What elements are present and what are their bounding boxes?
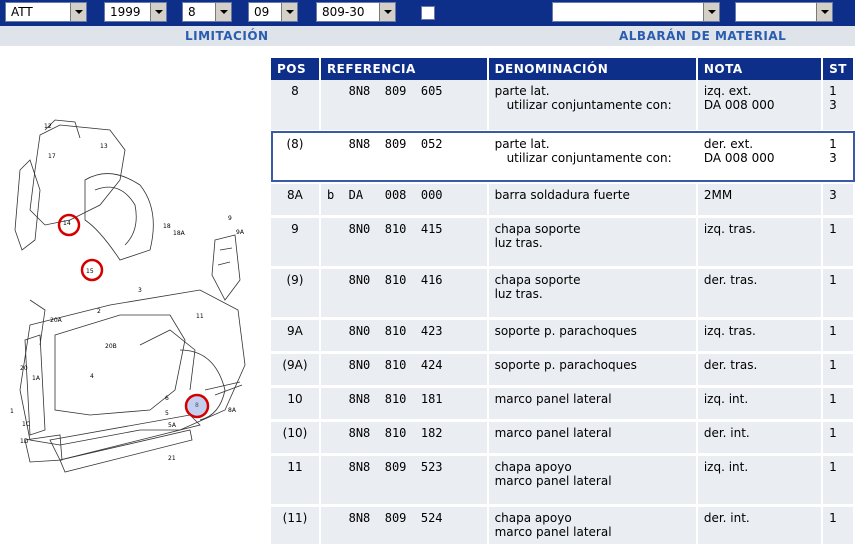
diagram-label: 5A (168, 422, 176, 429)
denomination-line: parte lat. (494, 84, 550, 98)
table-row[interactable] (271, 80, 854, 131)
diagram-label: 1D (20, 438, 29, 445)
chevron-down-icon[interactable] (379, 3, 395, 21)
chevron-down-icon[interactable] (703, 3, 719, 21)
nota-cell (697, 420, 822, 454)
parts-table (271, 58, 855, 547)
denomination-cell (488, 80, 697, 131)
pos-cell: 8A (271, 182, 320, 216)
st-cell (822, 131, 854, 182)
diagram-label: 18A (173, 230, 185, 237)
reference-cell: 8N0 810 416 (320, 267, 488, 318)
denomination-cell (488, 420, 697, 454)
group-select[interactable] (182, 2, 232, 22)
diagram-label: 9A (236, 229, 244, 236)
highlight-marker-icon[interactable] (186, 395, 208, 417)
denomination-line: marco panel lateral (494, 391, 612, 406)
pos-cell: (11) (271, 505, 320, 545)
diagram-label: 6 (165, 395, 169, 402)
chevron-down-icon[interactable] (150, 3, 166, 21)
reference-cell: 8N0 810 415 (320, 216, 488, 267)
st-cell (822, 318, 854, 352)
nota-line: izq. ext. (703, 84, 752, 98)
st-line: 1 (829, 510, 837, 525)
table-row[interactable] (271, 131, 854, 182)
pos-cell: 9A (271, 318, 320, 352)
col-header-denominacion: DENOMINACIÓN (488, 58, 697, 80)
filter-select-1[interactable] (552, 2, 720, 22)
table-row[interactable] (271, 182, 854, 216)
st-cell (822, 454, 854, 505)
col-header-referencia: REFERENCIA (320, 58, 488, 80)
parts-diagram (0, 110, 262, 500)
tab-limitacion[interactable]: LIMITACIÓN (185, 29, 269, 43)
section-tabs (0, 26, 855, 46)
chevron-down-icon[interactable] (70, 3, 86, 21)
reference-cell: 8N8 810 181 (320, 386, 488, 420)
diagram-label: 3 (138, 287, 142, 294)
diagram-label: 17 (48, 153, 56, 160)
nota-line: der. int. (703, 425, 750, 440)
denomination-cell (488, 454, 697, 505)
nota-cell (697, 505, 822, 545)
st-cell (822, 420, 854, 454)
table-row[interactable] (271, 318, 854, 352)
year-value: 1999 (110, 5, 141, 19)
col-header-nota: NOTA (697, 58, 822, 80)
table-row[interactable] (271, 267, 854, 318)
st-line: 1 (829, 136, 837, 151)
filter-checkbox[interactable] (421, 6, 435, 20)
model-value: ATT (11, 5, 33, 19)
nota-cell (697, 216, 822, 267)
col-header-st: ST (822, 58, 854, 80)
nota-cell (697, 80, 822, 131)
denomination-cell (488, 505, 697, 545)
denomination-line: barra soldadura fuerte (494, 187, 630, 202)
toolbar (0, 0, 855, 26)
diagram-label: 20A (50, 317, 62, 324)
diagram-label: 2 (97, 308, 101, 315)
nota-line: izq. tras. (703, 221, 756, 236)
table-row[interactable] (271, 216, 854, 267)
filter-select-2[interactable] (735, 2, 833, 22)
reference-cell: 8N8 809 523 (320, 454, 488, 505)
year-select[interactable] (104, 2, 167, 22)
st-cell (822, 352, 854, 386)
diagram-label: 5 (165, 410, 169, 417)
denomination-line: utilizar conjuntamente con: (506, 98, 672, 112)
table-row[interactable] (271, 454, 854, 505)
reference-cell: 8N8 809 605 (320, 80, 488, 131)
st-line: 1 (829, 272, 837, 287)
diagram-label: 1C (22, 421, 31, 428)
col-header-pos: POS (271, 58, 320, 80)
table-row[interactable] (271, 420, 854, 454)
pos-cell: 9 (271, 216, 320, 267)
denomination-line: chapa soporte (494, 272, 581, 287)
denomination-cell (488, 131, 697, 182)
denomination-line: parte lat. (494, 136, 550, 151)
st-cell (822, 80, 854, 131)
diagram-label: 1 (10, 408, 14, 415)
nota-line: der. tras. (703, 272, 758, 287)
st-line: 3 (829, 150, 837, 165)
group-value: 8 (188, 5, 196, 19)
st-line: 1 (829, 84, 837, 98)
denomination-line: luz tras. (494, 235, 543, 250)
chevron-down-icon[interactable] (215, 3, 231, 21)
nota-line: izq. int. (703, 459, 749, 474)
table-row[interactable] (271, 386, 854, 420)
st-line: 1 (829, 391, 837, 406)
reference-cell: 8N0 810 424 (320, 352, 488, 386)
st-line: 1 (829, 323, 837, 338)
st-line: 1 (829, 459, 837, 474)
st-cell (822, 216, 854, 267)
st-cell (822, 182, 854, 216)
diagram-label: 15 (86, 268, 94, 275)
denomination-line: chapa soporte (494, 221, 581, 236)
reference-cell: b DA 008 000 (320, 182, 488, 216)
st-line: 1 (829, 221, 837, 236)
pos-cell: (8) (271, 131, 320, 182)
pos-cell: (10) (271, 420, 320, 454)
denomination-cell (488, 386, 697, 420)
reference-cell: 8N8 809 524 (320, 505, 488, 545)
chevron-down-icon[interactable] (281, 3, 297, 21)
model-select[interactable] (5, 2, 87, 22)
st-line: 1 (829, 357, 837, 372)
diagram-label: 13 (100, 143, 108, 150)
reference-cell: 8N8 809 052 (320, 131, 488, 182)
denomination-line: soporte p. parachoques (494, 357, 637, 372)
nota-cell (697, 267, 822, 318)
denomination-line: utilizar conjuntamente con: (506, 150, 672, 165)
denomination-cell (488, 352, 697, 386)
diagram-label: 12 (44, 123, 52, 130)
subgroup-value: 09 (254, 5, 270, 19)
st-cell (822, 386, 854, 420)
reference-cell: 8N8 810 182 (320, 420, 488, 454)
denomination-line: marco panel lateral (494, 524, 612, 539)
st-line: 1 (829, 425, 837, 440)
denomination-line: chapa apoyo (494, 510, 572, 525)
pos-cell: (9) (271, 267, 320, 318)
diagram-label: 1A (32, 375, 40, 382)
nota-line: DA 008 000 (703, 98, 775, 112)
diagram-label: 20 (20, 365, 28, 372)
st-cell (822, 267, 854, 318)
denomination-line: chapa apoyo (494, 459, 572, 474)
table-row[interactable] (271, 505, 854, 545)
table-header-row (271, 58, 854, 80)
nota-cell (697, 386, 822, 420)
nota-line: der. ext. (703, 136, 754, 151)
illustration-select[interactable] (316, 2, 396, 22)
st-line: 3 (829, 187, 837, 202)
nota-line: DA 008 000 (703, 150, 775, 165)
diagram-label: 11 (196, 313, 204, 320)
denomination-cell (488, 216, 697, 267)
diagram-label: 18 (163, 223, 171, 230)
denomination-cell (488, 318, 697, 352)
reference-cell: 8N0 810 423 (320, 318, 488, 352)
tab-albaran[interactable]: ALBARÁN DE MATERIAL (619, 29, 787, 43)
nota-line: der. tras. (703, 357, 758, 372)
diagram-label: 21 (168, 455, 176, 462)
denomination-line: marco panel lateral (494, 425, 612, 440)
nota-cell (697, 182, 822, 216)
nota-cell (697, 352, 822, 386)
nota-cell (697, 318, 822, 352)
illustration-value: 809-30 (322, 5, 365, 19)
denomination-line: marco panel lateral (494, 473, 612, 488)
nota-line: 2MM (703, 187, 733, 202)
st-line: 3 (829, 98, 837, 112)
nota-line: izq. int. (703, 391, 749, 406)
pos-cell: 10 (271, 386, 320, 420)
diagram-label: 20B (105, 343, 117, 350)
diagram-label: 8A (228, 407, 236, 414)
subgroup-select[interactable] (248, 2, 298, 22)
nota-line: izq. tras. (703, 323, 756, 338)
diagram-label: 4 (90, 373, 94, 380)
chevron-down-icon[interactable] (816, 3, 832, 21)
nota-cell (697, 131, 822, 182)
diagram-label: 9 (228, 215, 232, 222)
denomination-cell (488, 182, 697, 216)
pos-cell: 8 (271, 80, 320, 131)
table-row[interactable] (271, 352, 854, 386)
nota-line: der. int. (703, 510, 750, 525)
pos-cell: 11 (271, 454, 320, 505)
nota-cell (697, 454, 822, 505)
diagram-label: 14 (63, 220, 71, 227)
st-cell (822, 505, 854, 545)
pos-cell: (9A) (271, 352, 320, 386)
denomination-line: soporte p. parachoques (494, 323, 637, 338)
denomination-cell (488, 267, 697, 318)
denomination-line: luz tras. (494, 286, 543, 301)
